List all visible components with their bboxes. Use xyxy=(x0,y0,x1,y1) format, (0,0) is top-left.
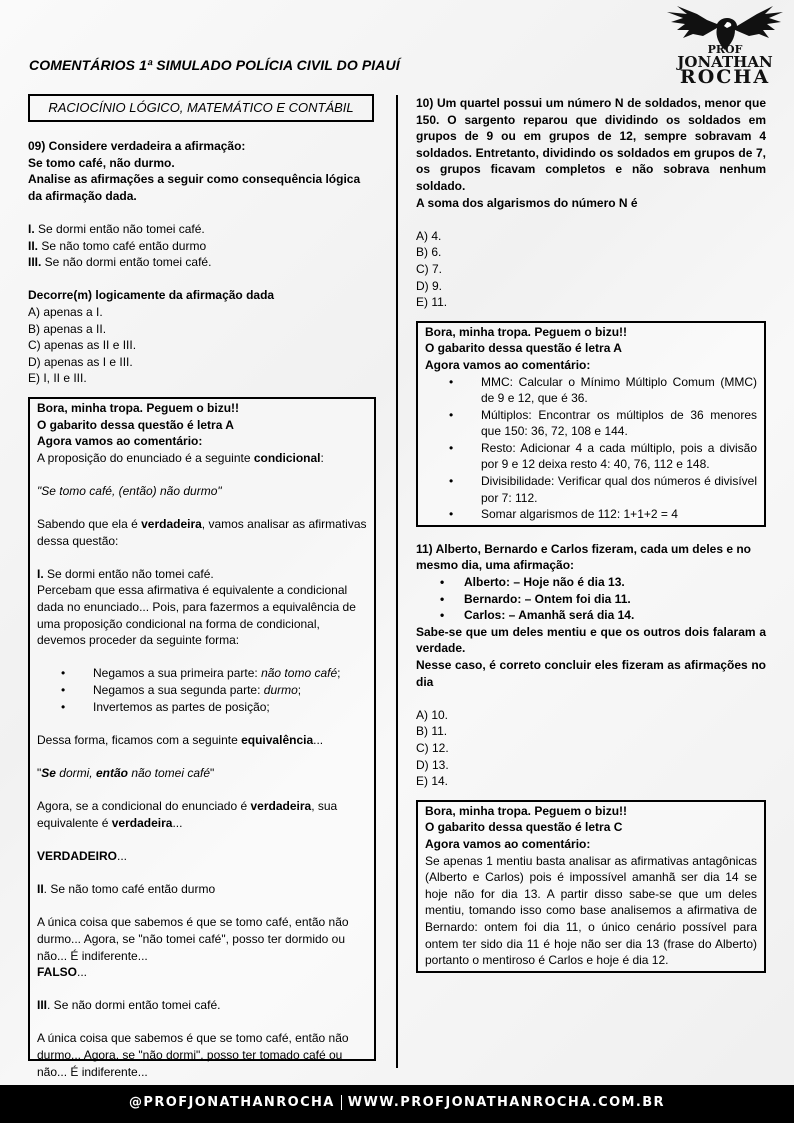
comment-bullet: • Invertemos as partes de posição; xyxy=(37,699,367,716)
answer-key: O gabarito dessa questão é letra C xyxy=(425,820,623,835)
q10-statement: 10) Um quartel possui um número N de soldados, menor que 150. O sargento reparou que dividindo os soldados em grupos de 9 ou em grupos de 12, sempre sobravam 4 soldados. Entretanto, dividindo os soldados em grupos de 7, os grupos ficavam completos e não sobrava nenhum soldado. xyxy=(416,96,766,193)
q11-option-e: E) 14. xyxy=(416,774,449,789)
q09-statement-line: Se tomo café, não durmo. xyxy=(28,155,175,170)
q11-bullet: • Carlos: – Amanhã será dia 14. xyxy=(416,607,766,624)
section-title: RACIOCÍNIO LÓGICO, MATEMÁTICO E CONTÁBIL xyxy=(48,100,354,115)
q11-bullet-list xyxy=(416,574,766,624)
comment-intro: Bora, minha tropa. Peguem o bizu!! xyxy=(37,400,240,415)
comment-paragraph: A única coisa que sabemos é que se tomo café, então não durmo... Agora, se "não dormi", posso ter tomado café ou não... É indiferente... xyxy=(37,1031,349,1079)
comment-intro: Bora, minha tropa. Peguem o bizu!! xyxy=(425,324,628,339)
comment-paragraph: A única coisa que sabemos é que se tomo café, então não durmo... Agora, se "não tomei café", posso ter dormido ou não... É indiferente... xyxy=(37,915,349,963)
q09-option-e: E) I, II e III. xyxy=(28,371,87,386)
footer-bar xyxy=(0,1085,794,1123)
q10-option-d: D) 9. xyxy=(416,278,443,293)
comment-bullet: • Resto: Adicionar 4 a cada múltiplo, pois a divisão por 9 e 12 deixa resto 4: 40, 76, 112 e 148. xyxy=(425,440,757,473)
comment-paragraph: Agora, se a condicional do enunciado é verdadeira, sua equivalente é verdadeira... xyxy=(37,799,338,830)
verdict: FALSO... xyxy=(37,965,88,980)
comment-bullet: • Somar algarismos de 112: 1+1+2 = 4 xyxy=(425,506,757,523)
comment-bullet: • Divisibilidade: Verificar qual dos números é divisível por 7: 112. xyxy=(425,473,757,506)
verdict: VERDADEIRO... xyxy=(37,848,128,863)
q11-option-a: A) 10. xyxy=(416,707,449,722)
q09-item: III. Se não dormi então tomei café. xyxy=(28,255,212,270)
question-09 xyxy=(28,138,376,1079)
logo-line-name: JONATHAN xyxy=(677,53,773,71)
q11-bullet: • Alberto: – Hoje não é dia 13. xyxy=(416,574,766,591)
comment-heading: Agora vamos ao comentário: xyxy=(425,836,591,851)
q09-prompt: Decorre(m) logicamente da afirmação dada xyxy=(28,288,275,303)
q11-option-d: D) 13. xyxy=(416,757,449,772)
q10-option-e: E) 11. xyxy=(416,295,448,310)
q10-option-b: B) 6. xyxy=(416,245,442,260)
comment-item-heading: II. Se não tomo café então durmo xyxy=(37,882,216,897)
social-handle: @PROFJONATHANROCHA xyxy=(129,1095,335,1110)
comment-quote: "Se tomo café, (então) não durmo" xyxy=(37,483,222,498)
section-title-box xyxy=(28,94,374,122)
answer-key: O gabarito dessa questão é letra A xyxy=(425,341,622,356)
q11-option-b: B) 11. xyxy=(416,724,448,739)
comment-paragraph: Percebam que essa afirmativa é equivalente a condicional dada no enunciado... Pois, para fazermos a equivalência de uma proposição condicional na forma de condicional, devemos proceder da seguinte forma: xyxy=(37,583,356,648)
comment-paragraph: Se apenas 1 mentiu basta analisar as afirmativas antagônicas (Alberto e Carlos) pois é impossível amanhã ser dia 14 se hoje não for dia 13. A partir disso sabe-se que um deles mentiu, tomando isso como base analisemos a afirmativa de Bernardo: ontem foi dia 11, o único cenário possível para ontem ter sido dia 11 é hoje não ser dia 13 (frase do Alberto) portanto o mentiroso é Carlos e hoje é dia 12. xyxy=(425,853,757,968)
q11-statement-3: Nesse caso, é correto concluir eles fizeram as afirmações no dia xyxy=(416,658,766,689)
comment-bullet: • MMC: Calcular o Mínimo Múltiplo Comum (MMC) de 9 e 12, que é 36. xyxy=(425,374,757,407)
q09-item: II. Se não tomo café então durmo xyxy=(28,238,207,253)
q11-comment-box xyxy=(416,800,766,973)
q09-option-d: D) apenas as I e III. xyxy=(28,354,133,369)
q09-statement-line: 09) Considere verdadeira a afirmação: xyxy=(28,139,246,153)
q10-option-c: C) 7. xyxy=(416,261,443,276)
q10-question: A soma dos algarismos do número N é xyxy=(416,195,638,210)
comment-heading: Agora vamos ao comentário: xyxy=(425,357,591,372)
comment-bullet: • Negamos a sua segunda parte: durmo; xyxy=(37,682,367,699)
q09-option-c: C) apenas as II e III. xyxy=(28,338,137,353)
comment-item-heading: III. Se não dormi então tomei café. xyxy=(37,998,221,1013)
comment-quote: "Se dormi, então não tomei café" xyxy=(37,765,215,780)
q09-statement-line: Analise as afirmações a seguir como consequência lógica da afirmação dada. xyxy=(28,172,361,203)
footer-separator xyxy=(341,1095,342,1110)
comment-bullet: • Múltiplos: Encontrar os múltiplos de 36 menores que 150: 36, 72, 108 e 144. xyxy=(425,407,757,440)
answer-key: O gabarito dessa questão é letra A xyxy=(37,417,234,432)
q10-comment-box xyxy=(416,321,766,527)
q11-statement-2: Sabe-se que um deles mentiu e que os outros dois falaram a verdade. xyxy=(416,624,766,656)
right-column xyxy=(416,95,766,973)
comment-paragraph: Sabendo que ela é verdadeira, vamos analisar as afirmativas dessa questão: xyxy=(37,517,367,548)
q09-item: I. Se dormi então não tomei café. xyxy=(28,221,205,236)
comment-bullet: • Negamos a sua primeira parte: não tomo café; xyxy=(37,665,367,682)
comment-paragraph: Dessa forma, ficamos com a seguinte equivalência... xyxy=(37,732,324,747)
q09-option-a: A) apenas a I. xyxy=(28,304,103,319)
comment-heading: Agora vamos ao comentário: xyxy=(37,434,203,449)
column-divider xyxy=(396,95,398,1068)
q09-comment-box xyxy=(28,397,376,1079)
q11-bullet: • Bernardo: – Ontem foi dia 11. xyxy=(416,591,766,608)
document-title: COMENTÁRIOS 1ª SIMULADO POLÍCIA CIVIL DO PIAUÍ xyxy=(29,57,400,73)
q11-option-c: C) 12. xyxy=(416,740,449,755)
q10-option-a: A) 4. xyxy=(416,228,442,243)
comment-bullet-list xyxy=(425,374,757,523)
q09-option-b: B) apenas a II. xyxy=(28,321,107,336)
comment-item-heading: I. Se dormi então não tomei café. xyxy=(37,566,214,581)
logo-line-prof: PROF xyxy=(707,43,743,56)
website-link[interactable]: WWW.PROFJONATHANROCHA.COM.BR xyxy=(347,1095,665,1110)
logo-line-surname: ROCHA xyxy=(679,66,771,88)
comment-paragraph: A proposição do enunciado é a seguinte condicional: xyxy=(37,450,324,465)
q11-statement: 11) Alberto, Bernardo e Carlos fizeram, cada um deles e no mesmo dia, uma afirmação: xyxy=(416,541,751,573)
comment-bullet-list xyxy=(37,665,367,715)
brand-logo xyxy=(660,6,790,92)
comment-intro: Bora, minha tropa. Peguem o bizu!! xyxy=(425,803,628,818)
